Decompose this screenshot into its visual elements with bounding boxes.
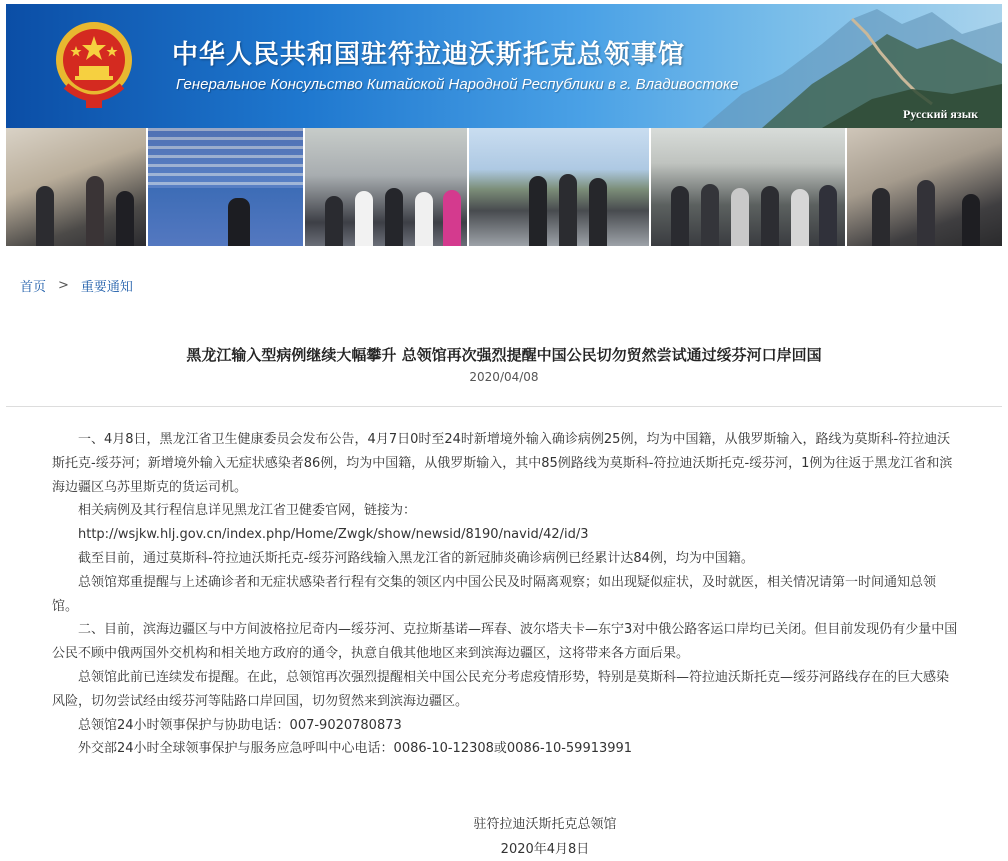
paragraph: 二、目前，滨海边疆区与中方间波格拉尼奇内—绥芬河、克拉斯基诺—珲春、波尔塔夫卡—东宁3对中俄公路客运口岸均已关闭。但目前发现仍有少量中国公民不顾中俄两国外交机构和相关地方政府的通令，执意自俄其他地区来到滨海边疆区，这将带来各方面后果。 [52, 622, 958, 662]
photo-large-group [651, 128, 846, 246]
paragraph: 相关病例及其行程信息详见黑龙江省卫健委官网，链接为： [78, 503, 417, 519]
photo-roadside-group [469, 128, 649, 246]
chevron-right-icon: > [58, 278, 69, 293]
article-body [52, 428, 958, 761]
photo-classroom-group [305, 128, 467, 246]
article-date: 2020/04/08 [469, 370, 539, 384]
paragraph: 总领馆此前已连续发布提醒。在此，总领馆再次强烈提醒相关中国公民充分考虑疫情形势，特别是莫斯科—符拉迪沃斯托克—绥芬河路线存在的巨大感染风险，切勿尝试经由绥芬河等陆路口岸回国，切勿贸然来到滨海边疆区。 [52, 669, 950, 709]
breadcrumb-home-link[interactable]: 首页 [20, 280, 47, 295]
paragraph-phone: 总领馆24小时领事保护与协助电话：007-9020780873 [78, 717, 402, 733]
photo-consular-service [6, 128, 146, 246]
breadcrumb [20, 276, 133, 295]
national-emblem-icon [52, 16, 136, 112]
photo-signing-session [847, 128, 1002, 246]
article-title: 黑龙江输入型病例继续大幅攀升 总领馆再次强烈提醒中国公民切勿贸然尝试通过绥芬河口岸回国 [186, 346, 822, 364]
paragraph-link: http://wsjkw.hlj.gov.cn/index.php/Home/Zwgk/show/newsid/8190/navid/42/id/3 [78, 527, 589, 543]
header-banner [6, 4, 1002, 128]
divider [6, 406, 1002, 407]
russian-language-link[interactable]: Русский язык [903, 107, 978, 121]
paragraph: 截至目前，通过莫斯科-符拉迪沃斯托克-绥芬河路线输入黑龙江省的新冠肺炎确诊病例已经累计达84例，均为中国籍。 [78, 550, 754, 566]
paragraph: 总领馆郑重提醒与上述确诊者和无症状感染者行程有交集的领区内中国公民及时隔离观察；如出现疑似症状，及时就医，相关情况请第一时间通知总领馆。 [52, 574, 937, 614]
site-title-russian: Генеральное Консульство Китайской Народной Республики в г. Владивостоке [176, 76, 739, 93]
site-title-chinese: 中华人民共和国驻符拉迪沃斯托克总领事馆 [172, 40, 686, 70]
breadcrumb-current-link[interactable]: 重要通知 [80, 280, 133, 295]
article-signature: 驻符拉迪沃斯托克总领馆 [473, 817, 617, 832]
paragraph: 一、4月8日，黑龙江省卫生健康委员会发布公告，4月7日0时至24时新增境外输入确诊病例25例，均为中国籍，从俄罗斯输入，路线为莫斯科-符拉迪沃斯托克-绥芬河；新增境外输入无症状感染者86例，均为中国籍，从俄罗斯输入，其中85例路线为莫斯科-符拉迪沃斯托克-绥芬河，1例为往返于黑龙江省和滨海边疆区乌苏里斯克的货运司机。 [52, 432, 953, 495]
article-sign-date: 2020年4月8日 [500, 842, 590, 857]
paragraph-phone: 外交部24小时全球领事保护与服务应急呼叫中心电话：0086-10-12308或0086-10-59913991 [78, 741, 633, 757]
photo-strip [6, 128, 1002, 246]
photo-office-opening-ceremony [148, 128, 304, 246]
